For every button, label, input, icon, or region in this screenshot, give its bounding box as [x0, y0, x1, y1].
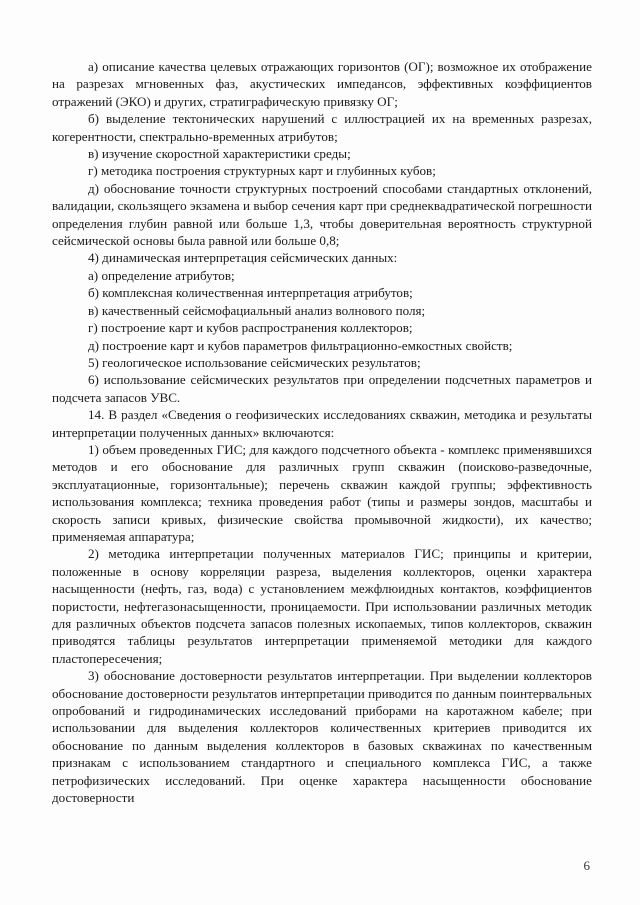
paragraph-4g: г) построение карт и кубов распространения коллекторов;	[88, 320, 413, 336]
paragraph-4v: в) качественный сейсмофациальный анализ волнового поля;	[88, 302, 426, 318]
paragraph-4a: а) определение атрибутов;	[88, 267, 235, 283]
paragraph-4: 4) динамическая интерпретация сейсмических данных:	[88, 250, 398, 266]
document-body	[52, 58, 592, 806]
paragraph-14-1: 1) объем проведенных ГИС; для каждого подсчетного объекта - комплекс применявшихся методов и его обоснование для различных групп скважин (поисково-разведочные, эксплуатационные, горизонтальные); перечень скважин каждой группы; эффективность использования комплекса; техника проведения работ (типы и размеры зондов, масштабы и скорость записи кривых, физические свойства промывочной жидкости), их качество; применяемая аппаратура;	[52, 441, 592, 544]
paragraph-2b: б) выделение тектонических нарушений с иллюстрацией их на временных разрезах, когерентности, спектрально-временных атрибутов;	[52, 111, 592, 144]
paragraph-2v: в) изучение скоростной характеристики среды;	[88, 146, 351, 162]
paragraph-4d: д) построение карт и кубов параметров фильтрационно-емкостных свойств;	[88, 337, 513, 353]
paragraph-4b: б) комплексная количественная интерпретация атрибутов;	[88, 285, 413, 301]
paragraph-14-3: 3) обоснование достоверности результатов интерпретации. При выделении коллекторов обоснование достоверности результатов интерпретации приводится по данным поинтервальных опробований и гидродинамических исследований приборами на каротажном кабеле; при использовании для выделения коллекторов количественных критериев приводится их обоснование по данным выделения коллекторов в базовых скважинах по качественным признакам с использованием стандартного и специального комплекса ГИС, а также петрофизических исследований. При оценке характера насыщенности обоснование достоверности	[52, 668, 592, 806]
paragraph-2d: д) обоснование точности структурных построений способами стандартных отклонений, валидации, скользящего экзамена и выбор сечения карт при среднеквадратической погрешности определения глубин равной или больше 1,3, чтобы доверительная вероятность структурной сейсмической основы была равной или больше 0,8;	[52, 180, 592, 249]
paragraph-2g: г) методика построения структурных карт и глубинных кубов;	[88, 163, 436, 179]
paragraph-6: 6) использование сейсмических результатов при определении подсчетных параметров и подсчета запасов УВС.	[52, 372, 592, 405]
paragraph-5: 5) геологическое использование сейсмических результатов;	[88, 354, 421, 370]
paragraph-2a: а) описание качества целевых отражающих горизонтов (ОГ); возможное их отображение на разрезах мгновенных фаз, акустических импедансов, эффективных коэффициентов отражений (ЭКО) и других, стратиграфическую привязку ОГ;	[52, 59, 592, 109]
page-number: 6	[583, 858, 590, 873]
paragraph-14: 14. В раздел «Сведения о геофизических исследованиях скважин, методика и результаты интерпретации полученных данных» включаются:	[52, 407, 592, 440]
paragraph-14-2: 2) методика интерпретации полученных материалов ГИС; принципы и критерии, положенные в основу корреляции разреза, выделения коллекторов, оценки характера насыщенности (нефть, газ, вода) с установлением межфлюидных контактов, коэффициентов пористости, нефтегазонасыщенности, проницаемости. При использовании различных методик для различных объектов подсчета запасов полезных ископаемых, типов коллекторов, скважин приводятся таблицы результатов интерпретации применяемой методики для каждого пластопересечения;	[52, 546, 592, 666]
